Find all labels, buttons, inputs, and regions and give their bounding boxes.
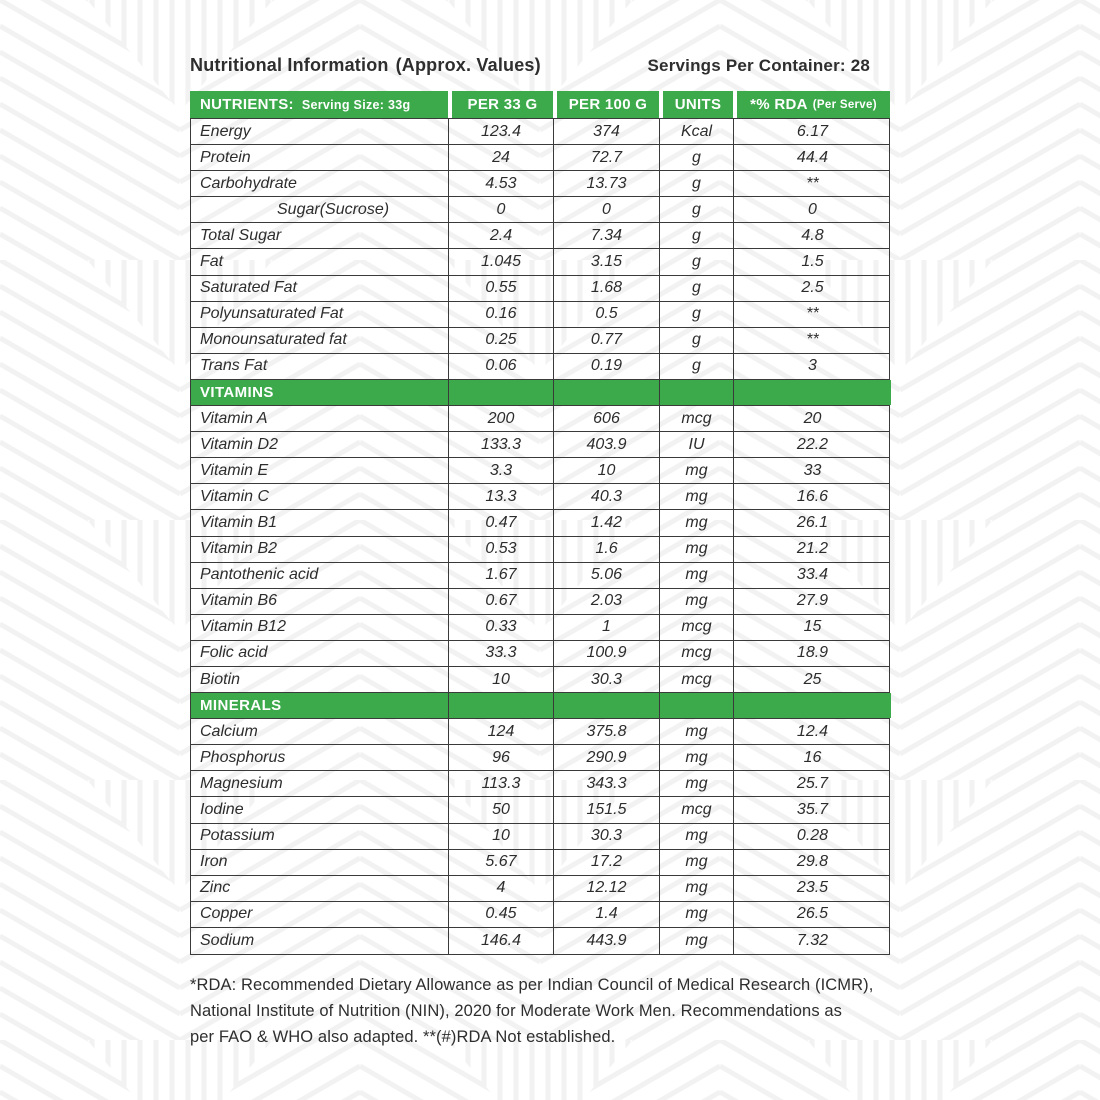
per-33g-cell: 133.3 [449,432,554,457]
per-33g-cell: 0.67 [449,589,554,614]
header-per-33g: PER 33 G [448,91,553,118]
section-empty-cell [449,380,554,405]
section-row-minerals [191,693,889,719]
footnote [190,972,910,1050]
per-100g-cell: 30.3 [554,667,660,692]
title-row [190,55,890,76]
per-33g-cell: 4.53 [449,171,554,196]
units-cell: mg [660,928,734,954]
per-33g-cell: 4 [449,876,554,901]
rda-cell: 4.8 [801,226,824,244]
per-33g-cell: 1.67 [449,563,554,588]
per-100g-cell: 100.9 [554,641,660,666]
section-empty-cell [449,693,554,718]
per-33g-cell: 50 [449,797,554,822]
rda-cell: 33.4 [796,566,829,584]
rda-cell: ** [806,174,819,192]
nutrient-label-cell: Vitamin B6 [191,589,449,614]
table-row [191,484,889,510]
rda-cell: ** [806,331,819,349]
nutrient-label-cell: Iron [191,850,449,875]
units-cell: mg [660,458,734,483]
nutrient-label-cell: Sugar(Sucrose) [191,197,449,222]
rda-cell: 22.2 [796,435,829,453]
per-100g-cell: 375.8 [554,719,660,744]
per-33g-cell: 0.33 [449,615,554,640]
header-rda-label: *% RDA [750,96,808,113]
table-row [191,354,889,380]
footnote-line-1: *RDA: Recommended Dietary Allowance as per Indian Council of Medical Research (ICMR), [190,976,874,994]
units-cell: g [660,354,734,379]
table-row [191,458,889,484]
table-row [191,667,889,693]
rda-cell: 33 [803,461,822,479]
per-100g-cell: 0.19 [554,354,660,379]
per-100g-cell: 0.77 [554,328,660,353]
nutrient-label-cell: Vitamin B2 [191,537,449,562]
nutrient-label-cell: Calcium [191,719,449,744]
footnote-line-3: per FAO & WHO also adapted. **(#)RDA Not established. [190,1028,616,1046]
header-units: UNITS [659,91,733,118]
table-row [191,641,889,667]
units-cell: mg [660,484,734,509]
rda-cell: 27.9 [796,592,829,610]
units-cell: g [660,223,734,248]
table-row [191,719,889,745]
per-100g-cell: 10 [554,458,660,483]
page-title-text: Nutritional Information [190,55,389,75]
table-row [191,589,889,615]
per-100g-cell: 443.9 [554,928,660,954]
nutrient-label-cell: Iodine [191,797,449,822]
per-33g-cell: 10 [449,824,554,849]
units-cell: mg [660,589,734,614]
units-cell: IU [660,432,734,457]
table-row [191,249,889,275]
per-100g-cell: 17.2 [554,850,660,875]
table-row [191,223,889,249]
section-empty-cell [554,380,660,405]
units-cell: g [660,145,734,170]
per-100g-cell: 72.7 [554,145,660,170]
nutrient-label-cell: Fat [191,249,449,274]
nutrient-label-cell: Pantothenic acid [191,563,449,588]
units-cell: mcg [660,641,734,666]
units-cell: g [660,302,734,327]
per-100g-cell: 1.6 [554,537,660,562]
table-row [191,563,889,589]
table-row [191,771,889,797]
units-cell: mg [660,876,734,901]
table-row [191,406,889,432]
header-serving-size: Serving Size: 33g [301,97,411,112]
per-33g-cell: 0.53 [449,537,554,562]
per-33g-cell: 0.25 [449,328,554,353]
table-row [191,119,889,145]
per-33g-cell: 0.16 [449,302,554,327]
nutrient-label-cell: Energy [191,119,449,144]
rda-cell: 23.5 [796,879,829,897]
table-row [191,615,889,641]
table-body [190,118,890,955]
per-33g-cell: 124 [449,719,554,744]
rda-cell: 26.1 [796,513,829,531]
per-33g-cell: 0 [449,197,554,222]
units-cell: g [660,171,734,196]
units-cell: mg [660,850,734,875]
rda-cell: 15 [803,618,822,636]
per-100g-cell: 30.3 [554,824,660,849]
nutrient-label-cell: Sodium [191,928,449,954]
rda-cell: 35.7 [796,800,829,818]
per-100g-cell: 13.73 [554,171,660,196]
servings-per-container: Servings Per Container: 28 [647,56,870,75]
page-title [190,55,541,76]
per-100g-cell: 290.9 [554,745,660,770]
table-header-row [190,91,890,118]
units-cell: g [660,328,734,353]
section-empty-cell [660,693,734,718]
rda-cell: 44.4 [796,148,829,166]
per-33g-cell: 5.67 [449,850,554,875]
per-33g-cell: 0.47 [449,510,554,535]
nutrient-label-cell: Vitamin B1 [191,510,449,535]
units-cell: mg [660,902,734,927]
rda-cell: 7.32 [796,931,829,949]
table-row [191,797,889,823]
nutrient-label-cell: Magnesium [191,771,449,796]
per-100g-cell: 0 [554,197,660,222]
nutrient-label-cell: Monounsaturated fat [191,328,449,353]
per-33g-cell: 96 [449,745,554,770]
table-row [191,276,889,302]
per-100g-cell: 1.4 [554,902,660,927]
section-empty-cell [660,380,734,405]
per-33g-cell: 0.45 [449,902,554,927]
per-33g-cell: 10 [449,667,554,692]
nutrient-label-cell: Vitamin C [191,484,449,509]
footnote-line-2: National Institute of Nutrition (NIN), 2020 for Moderate Work Men. Recommendations as [190,1002,842,1020]
nutrient-label-cell: Vitamin D2 [191,432,449,457]
units-cell: g [660,276,734,301]
nutrient-label-cell: Total Sugar [191,223,449,248]
table-row [191,328,889,354]
rda-cell: 16 [803,748,822,766]
units-cell: mg [660,537,734,562]
units-cell: mg [660,771,734,796]
table-row [191,745,889,771]
nutrient-label-cell: Folic acid [191,641,449,666]
per-100g-cell: 151.5 [554,797,660,822]
nutrition-table [190,91,890,955]
rda-cell: 18.9 [796,644,829,662]
nutrient-label-cell: Phosphorus [191,745,449,770]
nutrient-label-cell: Carbohydrate [191,171,449,196]
table-row [191,197,889,223]
per-100g-cell: 40.3 [554,484,660,509]
header-per-100g: PER 100 G [553,91,659,118]
nutrient-label-cell: Vitamin A [191,406,449,431]
table-row [191,145,889,171]
section-row-vitamins [191,380,889,406]
units-cell: g [660,197,734,222]
nutrient-label-cell: Copper [191,902,449,927]
units-cell: mcg [660,406,734,431]
rda-cell: 29.8 [796,853,829,871]
per-100g-cell: 5.06 [554,563,660,588]
per-100g-cell: 1.68 [554,276,660,301]
units-cell: mg [660,824,734,849]
rda-cell: 1.5 [801,253,824,271]
nutrient-label-cell: Vitamin B12 [191,615,449,640]
per-100g-cell: 1 [554,615,660,640]
rda-cell: 3 [808,357,817,375]
nutrient-label-cell: Trans Fat [191,354,449,379]
header-rda-suffix: (Per Serve) [812,98,877,111]
units-cell: mg [660,510,734,535]
rda-cell: 25 [803,670,822,688]
header-rda [733,91,890,118]
table-row [191,432,889,458]
per-100g-cell: 3.15 [554,249,660,274]
page-title-suffix: (Approx. Values) [395,55,541,75]
units-cell: mcg [660,615,734,640]
per-33g-cell: 1.045 [449,249,554,274]
table-row [191,902,889,928]
nutrient-label-cell: Zinc [191,876,449,901]
rda-cell: 6.17 [796,122,829,140]
per-100g-cell: 374 [554,119,660,144]
per-100g-cell: 2.03 [554,589,660,614]
header-nutrients [190,91,448,118]
table-row [191,850,889,876]
table-row [191,537,889,563]
per-33g-cell: 2.4 [449,223,554,248]
rda-cell: 20 [803,409,822,427]
per-33g-cell: 146.4 [449,928,554,954]
per-100g-cell: 12.12 [554,876,660,901]
per-100g-cell: 1.42 [554,510,660,535]
nutrient-label-cell: Vitamin E [191,458,449,483]
per-100g-cell: 403.9 [554,432,660,457]
rda-cell: 16.6 [796,487,829,505]
rda-cell: 21.2 [796,540,829,558]
nutrient-label-cell: Saturated Fat [191,276,449,301]
nutrient-label-cell: Potassium [191,824,449,849]
per-33g-cell: 113.3 [449,771,554,796]
rda-cell: 26.5 [796,905,829,923]
units-cell: mg [660,745,734,770]
section-empty-cell [554,693,660,718]
per-100g-cell: 0.5 [554,302,660,327]
rda-cell: 2.5 [801,279,824,297]
per-33g-cell: 13.3 [449,484,554,509]
per-100g-cell: 7.34 [554,223,660,248]
table-row [191,824,889,850]
per-33g-cell: 3.3 [449,458,554,483]
units-cell: g [660,249,734,274]
section-empty-cell [734,380,891,405]
table-row [191,302,889,328]
table-row [191,510,889,536]
table-row [191,171,889,197]
rda-cell: ** [806,305,819,323]
rda-cell: 0 [808,200,817,218]
units-cell: mcg [660,797,734,822]
per-100g-cell: 343.3 [554,771,660,796]
per-33g-cell: 200 [449,406,554,431]
units-cell: mcg [660,667,734,692]
table-row [191,928,889,954]
rda-cell: 25.7 [796,774,829,792]
per-100g-cell: 606 [554,406,660,431]
units-cell: mg [660,563,734,588]
nutrient-label-cell: Polyunsaturated Fat [191,302,449,327]
rda-cell: 0.28 [796,827,829,845]
section-empty-cell [734,693,891,718]
per-33g-cell: 33.3 [449,641,554,666]
nutrient-label-cell: Protein [191,145,449,170]
section-title: VITAMINS [191,380,449,405]
per-33g-cell: 0.55 [449,276,554,301]
per-33g-cell: 24 [449,145,554,170]
header-nutrients-label: NUTRIENTS: [200,96,294,113]
per-33g-cell: 0.06 [449,354,554,379]
units-cell: Kcal [660,119,734,144]
table-row [191,876,889,902]
units-cell: mg [660,719,734,744]
rda-cell: 12.4 [796,722,829,740]
nutrient-label-cell: Biotin [191,667,449,692]
section-title: MINERALS [191,693,449,718]
per-33g-cell: 123.4 [449,119,554,144]
